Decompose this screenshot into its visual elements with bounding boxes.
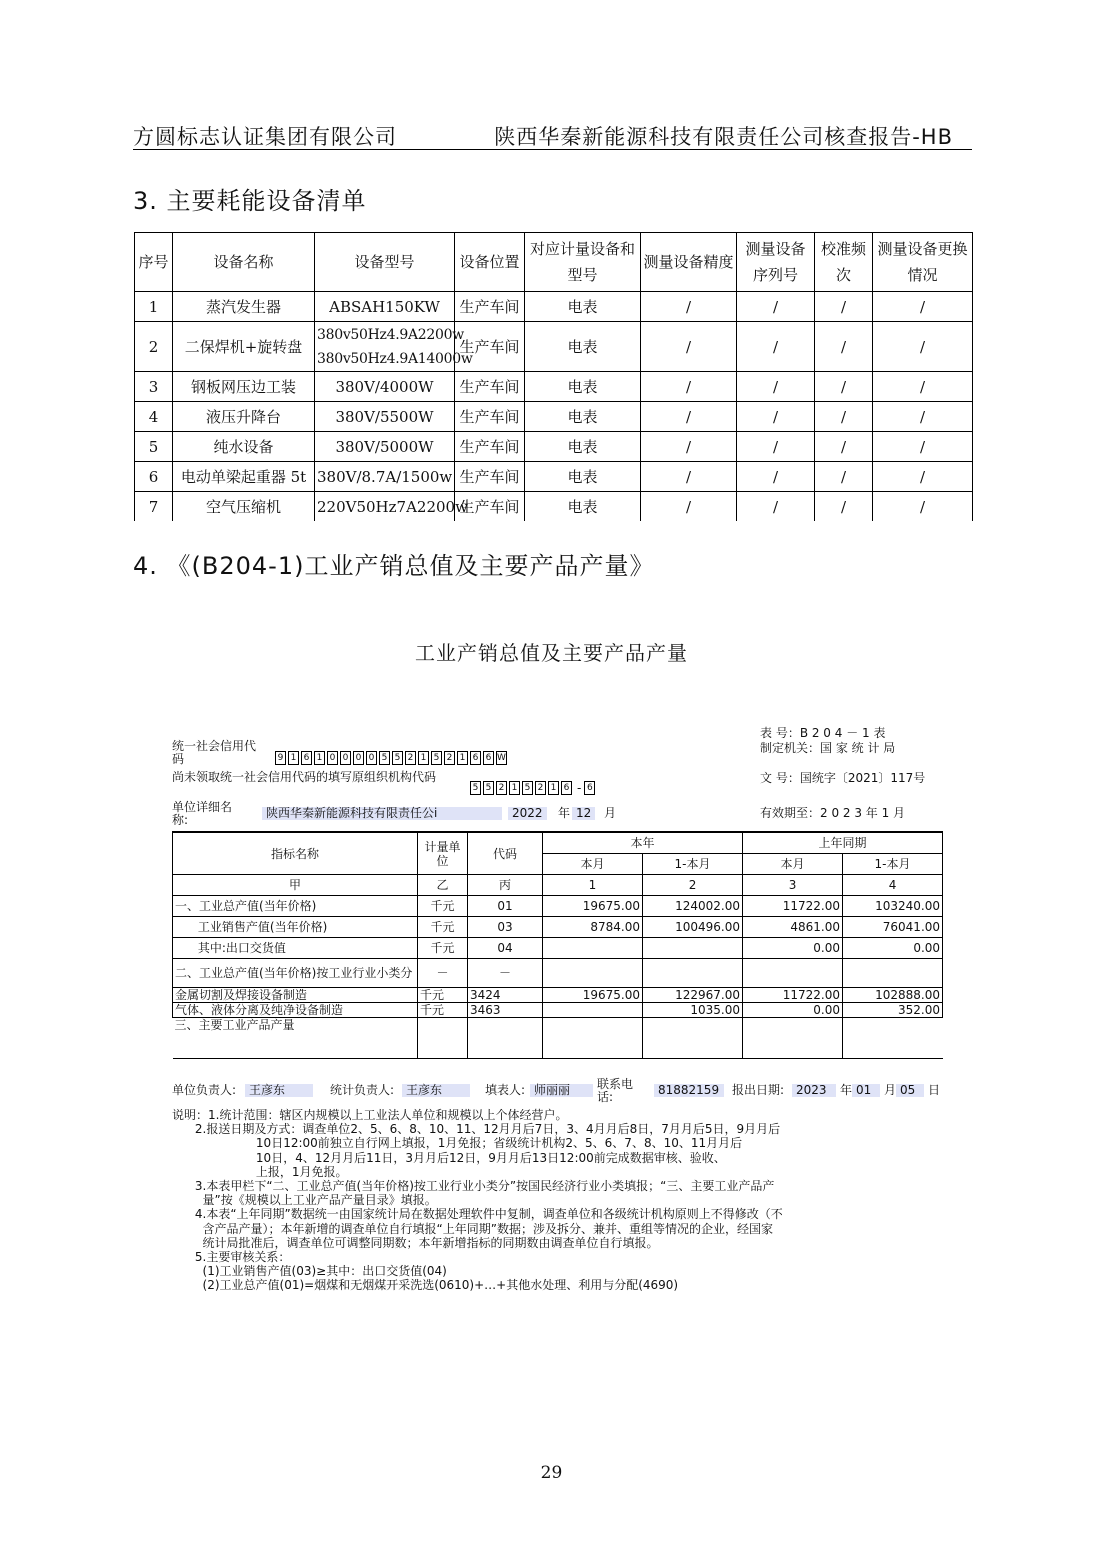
- org-code-boxes: [470, 777, 597, 796]
- code-box: 2: [444, 751, 455, 765]
- row-value: [743, 959, 843, 988]
- table-row: [135, 292, 973, 322]
- row-value: [543, 959, 643, 988]
- unit-name-field: 陕西华秦新能源科技有限责任公i: [262, 807, 502, 820]
- cell: 液压升降台: [173, 402, 315, 432]
- table-row: [135, 492, 973, 522]
- cell: /: [873, 292, 973, 322]
- cell: /: [641, 492, 737, 522]
- cell: 电表: [525, 432, 641, 462]
- cell: /: [815, 292, 873, 322]
- code-box: 5: [470, 781, 481, 795]
- table-row: [135, 402, 973, 432]
- row-code: 03: [468, 917, 543, 938]
- cell: 电表: [525, 372, 641, 402]
- cell: 6: [135, 462, 173, 492]
- code-box: 5: [522, 781, 533, 795]
- row-unit: [418, 1018, 468, 1059]
- col-header: 设备名称: [173, 233, 315, 292]
- cell: /: [737, 292, 815, 322]
- code-box: 2: [405, 751, 416, 765]
- cell: 2: [135, 322, 173, 372]
- table-row: [173, 988, 943, 1003]
- cell: 纯水设备: [173, 432, 315, 462]
- cell: 电表: [525, 292, 641, 322]
- cell: /: [641, 432, 737, 462]
- col-header: 校准频次: [815, 233, 873, 292]
- table-row: [173, 896, 943, 917]
- table-row: [135, 432, 973, 462]
- col-header: 测量设备序列号: [737, 233, 815, 292]
- section-3-title: 3. 主要耗能设备清单: [133, 187, 367, 215]
- row-unit: 千元: [418, 896, 468, 917]
- row-code: 01: [468, 896, 543, 917]
- row-unit: 千元: [418, 938, 468, 959]
- cell: 7: [135, 492, 173, 522]
- phone-label: 联系电话:: [597, 1077, 634, 1104]
- code-box: 6: [301, 751, 312, 765]
- row-value: 352.00: [843, 1003, 943, 1018]
- row-value: 19675.00: [543, 988, 643, 1003]
- code-box: 0: [353, 751, 364, 765]
- cell: 电表: [525, 322, 641, 372]
- code-box: 5: [483, 781, 494, 795]
- col-cum: 1-本月: [643, 854, 743, 875]
- cell: 380v50Hz4.9A2200w 380v50Hz4.9A14000w: [315, 322, 455, 372]
- row-value: 100496.00: [643, 917, 743, 938]
- report-year: 2022: [508, 807, 547, 820]
- row-value: 8784.00: [543, 917, 643, 938]
- row-value: 1035.00: [643, 1003, 743, 1018]
- row-value: 102888.00: [843, 988, 943, 1003]
- filler-value: 师丽丽: [530, 1084, 593, 1097]
- row-value: [543, 1018, 643, 1059]
- cell: /: [815, 462, 873, 492]
- cell: /: [737, 462, 815, 492]
- table-row: [173, 1003, 943, 1018]
- cell: /: [815, 432, 873, 462]
- row-value: 4861.00: [743, 917, 843, 938]
- cell: /: [873, 462, 973, 492]
- credit-code-label: 统一社会信用代码: [172, 739, 257, 766]
- col-header: 设备位置: [455, 233, 525, 292]
- date-year-unit: 年: [840, 1083, 853, 1097]
- cell: /: [815, 402, 873, 432]
- date-day-unit: 日: [928, 1083, 941, 1097]
- row-name: 二、工业总产值(当年价格)按工业行业小类分: [173, 959, 418, 988]
- label-row: [173, 875, 943, 896]
- row-code: 04: [468, 938, 543, 959]
- unit-head-value: 王彦东: [245, 1084, 313, 1097]
- cell: 钢板网压边工装: [173, 372, 315, 402]
- date-month-unit: 月: [884, 1083, 897, 1097]
- cell: /: [815, 372, 873, 402]
- cell: /: [737, 372, 815, 402]
- cell: 电表: [525, 462, 641, 492]
- col-cum: 1-本月: [843, 854, 943, 875]
- row-code: [468, 1018, 543, 1059]
- cell: /: [641, 372, 737, 402]
- phone-value: 81882159: [654, 1084, 724, 1097]
- stat-head-label: 统计负责人:: [330, 1083, 395, 1097]
- header-company: 方圆标志认证集团有限公司: [133, 125, 397, 149]
- filler-label: 填表人:: [485, 1083, 526, 1097]
- code-box: 5: [431, 751, 442, 765]
- cell: 生产车间: [455, 322, 525, 372]
- cell: 380V/8.7A/1500w: [315, 462, 455, 492]
- row-value: 19675.00: [543, 896, 643, 917]
- code-box: 2: [535, 781, 546, 795]
- row-value: [843, 959, 943, 988]
- cell: /: [641, 402, 737, 432]
- col-header: 测量设备精度: [641, 233, 737, 292]
- label-cell: 3: [743, 875, 843, 896]
- cell: 生产车间: [455, 432, 525, 462]
- row-name: 一、工业总产值(当年价格): [173, 896, 418, 917]
- col-header: 对应计量设备和型号: [525, 233, 641, 292]
- cell: 5: [135, 432, 173, 462]
- production-table: [172, 831, 943, 1059]
- month-unit: 月: [604, 806, 617, 820]
- code-box: 1: [509, 781, 520, 795]
- row-value: [543, 938, 643, 959]
- year-unit: 年: [558, 806, 571, 820]
- cell: 电动单梁起重器 5t: [173, 462, 315, 492]
- row-value: 11722.00: [743, 896, 843, 917]
- code-box: 6: [561, 781, 572, 795]
- label-cell: 甲: [173, 875, 418, 896]
- table-row: [135, 372, 973, 402]
- col-month: 本月: [543, 854, 643, 875]
- cell: /: [815, 322, 873, 372]
- cell: 4: [135, 402, 173, 432]
- row-name: 金属切割及焊接设备制造: [173, 988, 418, 1003]
- code-box: 2: [496, 781, 507, 795]
- date-year: 2023: [792, 1084, 836, 1097]
- code-box: 6: [584, 781, 595, 795]
- equipment-header-row: [135, 233, 973, 292]
- label-cell: 乙: [418, 875, 468, 896]
- code-box: 1: [418, 751, 429, 765]
- label-cell: 4: [843, 875, 943, 896]
- authority: 制定机关：国 家 统 计 局: [760, 741, 896, 755]
- cell: 生产车间: [455, 372, 525, 402]
- unit-head-label: 单位负责人:: [172, 1083, 237, 1097]
- cell: /: [641, 322, 737, 372]
- row-value: 0.00: [743, 938, 843, 959]
- col-header: 测量设备更换情况: [873, 233, 973, 292]
- cell: 生产车间: [455, 292, 525, 322]
- org-code-label: 尚未领取统一社会信用代码的填写原组织机构代码: [172, 770, 437, 784]
- col-this-year: 本年: [543, 832, 743, 854]
- cell: 电表: [525, 402, 641, 432]
- cell: /: [641, 292, 737, 322]
- form-notes: 说明：1.统计范围：辖区内规模以上工业法人单位和规模以上个体经营户。 2.报送日期及方式：调查单位2、5、6、8、10、11、12月月后7日，3、4月月后8日，7月月后5日，9月月后 10日12:00前独立自行网上填报，1月免报；省级统计机构2、5、6、7、8、10、11月月后 10日，4、12月月后11日，3月月后12日，9月月后13日12:00前完成数据审核、验收、 上报，1月免报。 3.本表甲栏下“二、工业总产值(当年价格)按工业行业小类分”按国民经济行业小类填报；“三、主要工业产品产 量”按《规模以上工业产品产量目录》填报。 4.本表“上年同期”数据统一由国家统计局在数据处理软件中复制，调查单位和各级统计机构原则上不得修改（不 含产品产量）；本年新增的调查单位自行填报“上年同期”数据；涉及拆分、兼并、重组等情况的企业，经国家 统计局批准后，调查单位可调整同期数；本年新增指标的同期数由调查单位自行填报。 5.主要审核关系： (1)工业销售产值(03)≥其中：出口交货值(04) (2)工业总产值(01)=烟煤和无烟煤开采洗选(0610)+…+其他水处理、利用与分配(4690): [172, 1108, 783, 1293]
- doc-number: 文 号：国统字〔2021〕117号: [760, 771, 926, 785]
- col-indicator: 指标名称: [173, 832, 418, 875]
- cell: 空气压缩机: [173, 492, 315, 522]
- col-code: 代码: [468, 832, 543, 875]
- code-box: 0: [340, 751, 351, 765]
- table-row: [173, 959, 943, 988]
- row-code: －: [468, 959, 543, 988]
- code-dash: -: [577, 781, 582, 795]
- row-value: 103240.00: [843, 896, 943, 917]
- code-box: 1: [548, 781, 559, 795]
- stat-head-value: 王彦东: [402, 1084, 470, 1097]
- header-divider: [133, 149, 972, 150]
- cell: /: [641, 462, 737, 492]
- cell: /: [737, 492, 815, 522]
- cell: ABSAH150KW: [315, 292, 455, 322]
- report-month: 12: [572, 807, 595, 820]
- col-last-year: 上年同期: [743, 832, 943, 854]
- row-name: 三、主要工业产品产量: [173, 1018, 418, 1059]
- row-code: 3463: [468, 1003, 543, 1018]
- cell: /: [737, 402, 815, 432]
- date-month: 01: [852, 1084, 880, 1097]
- cell: /: [873, 432, 973, 462]
- cell: /: [873, 402, 973, 432]
- code-box: 9: [275, 751, 286, 765]
- code-box: 1: [288, 751, 299, 765]
- label-cell: 1: [543, 875, 643, 896]
- row-unit: 千元: [418, 1003, 468, 1018]
- form-title: 工业产销总值及主要产品产量: [415, 641, 688, 665]
- col-month: 本月: [743, 854, 843, 875]
- row-value: 11722.00: [743, 988, 843, 1003]
- row-unit: 千元: [418, 988, 468, 1003]
- label-cell: 丙: [468, 875, 543, 896]
- row-name: 气体、液体分离及纯净设备制造: [173, 1003, 418, 1018]
- label-cell: 2: [643, 875, 743, 896]
- row-value: [643, 938, 743, 959]
- cell: 生产车间: [455, 492, 525, 522]
- table-row: [173, 1018, 943, 1059]
- row-unit: －: [418, 959, 468, 988]
- cell: 生产车间: [455, 402, 525, 432]
- row-code: 3424: [468, 988, 543, 1003]
- table-row: [173, 938, 943, 959]
- row-value: 76041.00: [843, 917, 943, 938]
- col-header: 序号: [135, 233, 173, 292]
- row-value: [543, 1003, 643, 1018]
- code-box: 1: [457, 751, 468, 765]
- code-box: W: [497, 752, 506, 763]
- row-value: [843, 1018, 943, 1059]
- row-value: [643, 1018, 743, 1059]
- col-header: 设备型号: [315, 233, 455, 292]
- credit-code-boxes: [275, 747, 509, 766]
- cell: 380V/5000W: [315, 432, 455, 462]
- cell: 1: [135, 292, 173, 322]
- row-value: [643, 959, 743, 988]
- valid-until: 有效期至：2 0 2 3 年 1 月: [760, 806, 906, 820]
- row-unit: 千元: [418, 917, 468, 938]
- table-row: [135, 462, 973, 492]
- cell: 生产车间: [455, 462, 525, 492]
- table-number: 表 号：B 2 0 4 － 1 表: [760, 726, 886, 740]
- cell: 电表: [525, 492, 641, 522]
- cell: /: [873, 372, 973, 402]
- code-box: 6: [470, 751, 481, 765]
- cell: /: [737, 432, 815, 462]
- row-value: 124002.00: [643, 896, 743, 917]
- date-label: 报出日期:: [732, 1083, 785, 1097]
- cell: /: [873, 492, 973, 522]
- unit-name-label: 单位详细名称:: [172, 800, 233, 827]
- row-value: 122967.00: [643, 988, 743, 1003]
- cell: /: [815, 492, 873, 522]
- cell: 380V/4000W: [315, 372, 455, 402]
- cell: /: [873, 322, 973, 372]
- code-box: 6: [483, 751, 494, 765]
- cell: 220V50Hz7A2200w: [315, 492, 455, 522]
- table-row: [135, 322, 973, 372]
- row-name: 其中:出口交货值: [173, 938, 418, 959]
- equipment-table: [134, 232, 973, 521]
- cell: 蒸汽发生器: [173, 292, 315, 322]
- code-box: 1: [314, 751, 325, 765]
- row-value: 0.00: [843, 938, 943, 959]
- cell: 二保焊机+旋转盘: [173, 322, 315, 372]
- code-box: 5: [392, 751, 403, 765]
- header-report-title: 陕西华秦新能源科技有限责任公司核查报告-HB: [494, 125, 953, 149]
- table-row: [173, 917, 943, 938]
- row-value: 0.00: [743, 1003, 843, 1018]
- date-day: 05: [896, 1084, 924, 1097]
- page-number: 29: [540, 1463, 563, 1483]
- row-name: 工业销售产值(当年价格): [173, 917, 418, 938]
- code-box: 0: [327, 751, 338, 765]
- code-box: 5: [379, 751, 390, 765]
- section-4-title: 4. 《(B204-1)工业产销总值及主要产品产量》: [133, 552, 655, 580]
- code-box: 0: [366, 751, 377, 765]
- cell: 380V/5500W: [315, 402, 455, 432]
- row-value: [743, 1018, 843, 1059]
- col-unit: 计量单位: [418, 832, 468, 875]
- cell: /: [737, 322, 815, 372]
- cell: 3: [135, 372, 173, 402]
